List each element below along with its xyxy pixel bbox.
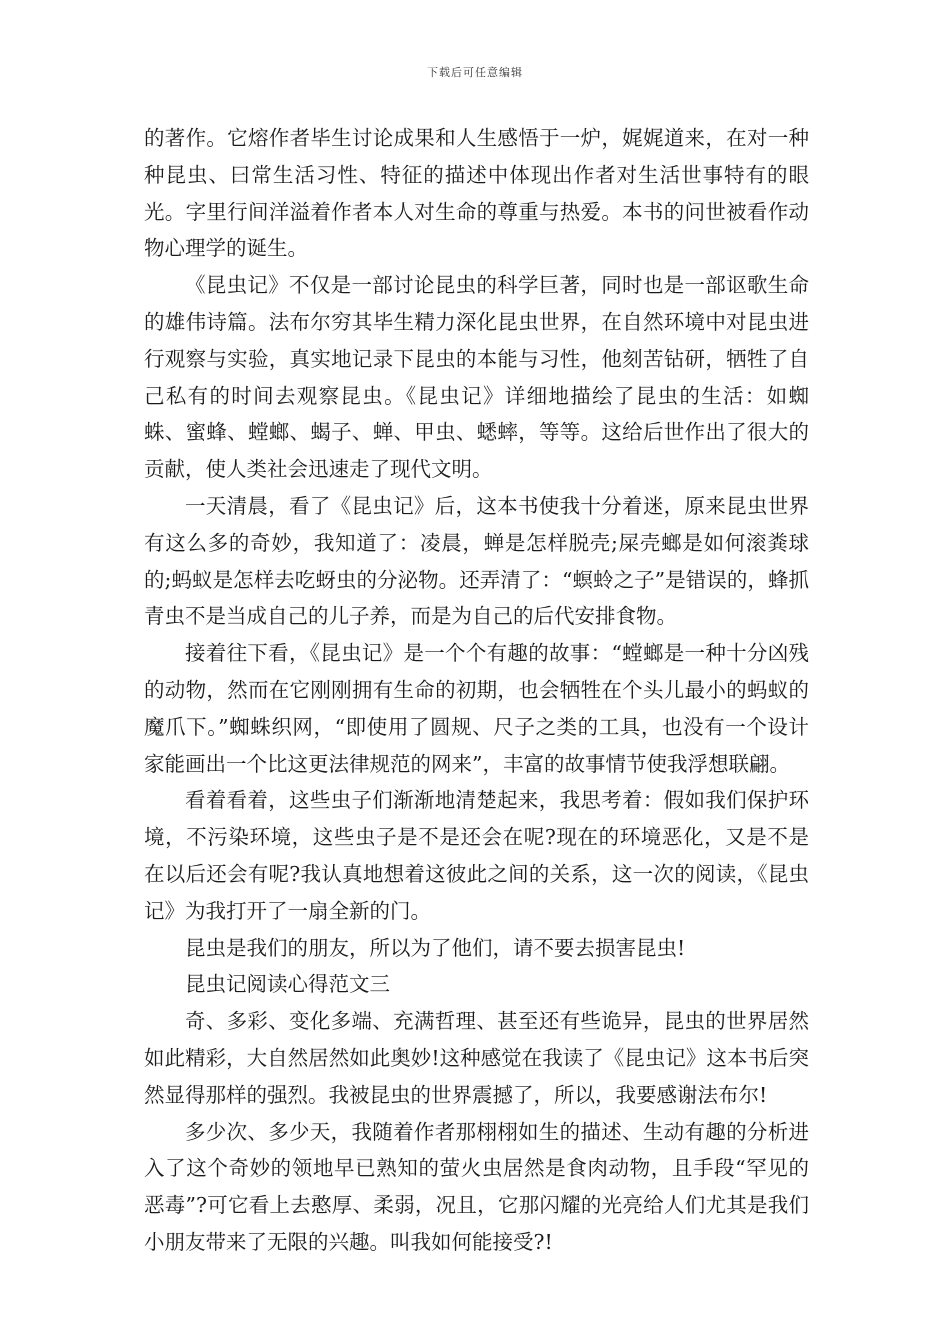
page-header-note: 下载后可任意编辑: [427, 66, 523, 79]
paragraph-3: 一天清晨，看了《昆虫记》后，这本书使我十分着迷，原来昆虫世界有这么多的奇妙，我知道了：凌晨，蝉是怎样脱壳;屎壳螂是如何滚粪球的;蚂蚁是怎样去吃蚜虫的分泌物。还弄清了：“螟蛉之子”是错误的，蜂抓青虫不是当成自己的儿子养，而是为自己的后代安排食物。: [144, 493, 809, 629]
paragraph-6: 昆虫是我们的朋友，所以为了他们，请不要去损害昆虫!: [185, 935, 686, 960]
paragraph-4: 接着往下看，《昆虫记》是一个个有趣的故事：“螳螂是一种十分凶残的动物，然而在它刚刚拥有生命的初期，也会牺牲在个头儿最小的蚂蚁的魔爪下。”蜘蛛织网，“即使用了圆规、尺子之类的工具，也没有一个设计家能画出一个比这更法律规范的网来”，丰富的故事情节使我浮想联翩。: [144, 641, 809, 776]
paragraph-1: 的著作。它熔作者毕生讨论成果和人生感悟于一炉，娓娓道来，在对一种种昆虫、曰常生活习性、特征的描述中体现出作者对生活世事特有的眼光。字里行间洋溢着作者本人对生命的尊重与热爱。本书的问世被看作动物心理学的诞生。: [144, 126, 809, 261]
document-body: [144, 120, 809, 1261]
paragraph-7: 奇、多彩、变化多端、充满哲理、甚至还有些诡异，昆虫的世界居然如此精彩，大自然居然如此奥妙!这种感觉在我读了《昆虫记》这本书后突然显得那样的强烈。我被昆虫的世界震撼了，所以，我要感谢法布尔!: [144, 1009, 809, 1107]
paragraph-2: 《昆虫记》不仅是一部讨论昆虫的科学巨著，同时也是一部讴歌生命的雄伟诗篇。法布尔穷其毕生精力深化昆虫世界，在自然环境中对昆虫进行观察与实验，真实地记录下昆虫的本能与习性，他刻苦钻研，牺牲了自己私有的时间去观察昆虫。《昆虫记》详细地描绘了昆虫的生活：如蜘蛛、蜜蜂、螳螂、蝎子、蝉、甲虫、蟋蟀，等等。这给后世作出了很大的贡献，使人类社会迅速走了现代文明。: [144, 273, 809, 482]
paragraph-5: 看着看着，这些虫子们渐渐地清楚起来，我思考着：假如我们保护环境，不污染环境，这些虫子是不是还会在呢?现在的环境恶化，又是不是在以后还会有呢?我认真地想着这彼此之间的关系，这一次的阅读，《昆虫记》为我打开了一扇全新的门。: [144, 788, 809, 923]
section-heading: 昆虫记阅读心得范文三: [185, 972, 390, 997]
paragraph-8: 多少次、多少天，我随着作者那栩栩如生的描述、生动有趣的分析进入了这个奇妙的领地早已熟知的萤火虫居然是食肉动物，且手段“罕见的恶毒”?可它看上去憨厚、柔弱，况且，它那闪耀的光亮给人们尤其是我们小朋友带来了无限的兴趣。叫我如何能接受?!: [144, 1119, 809, 1254]
